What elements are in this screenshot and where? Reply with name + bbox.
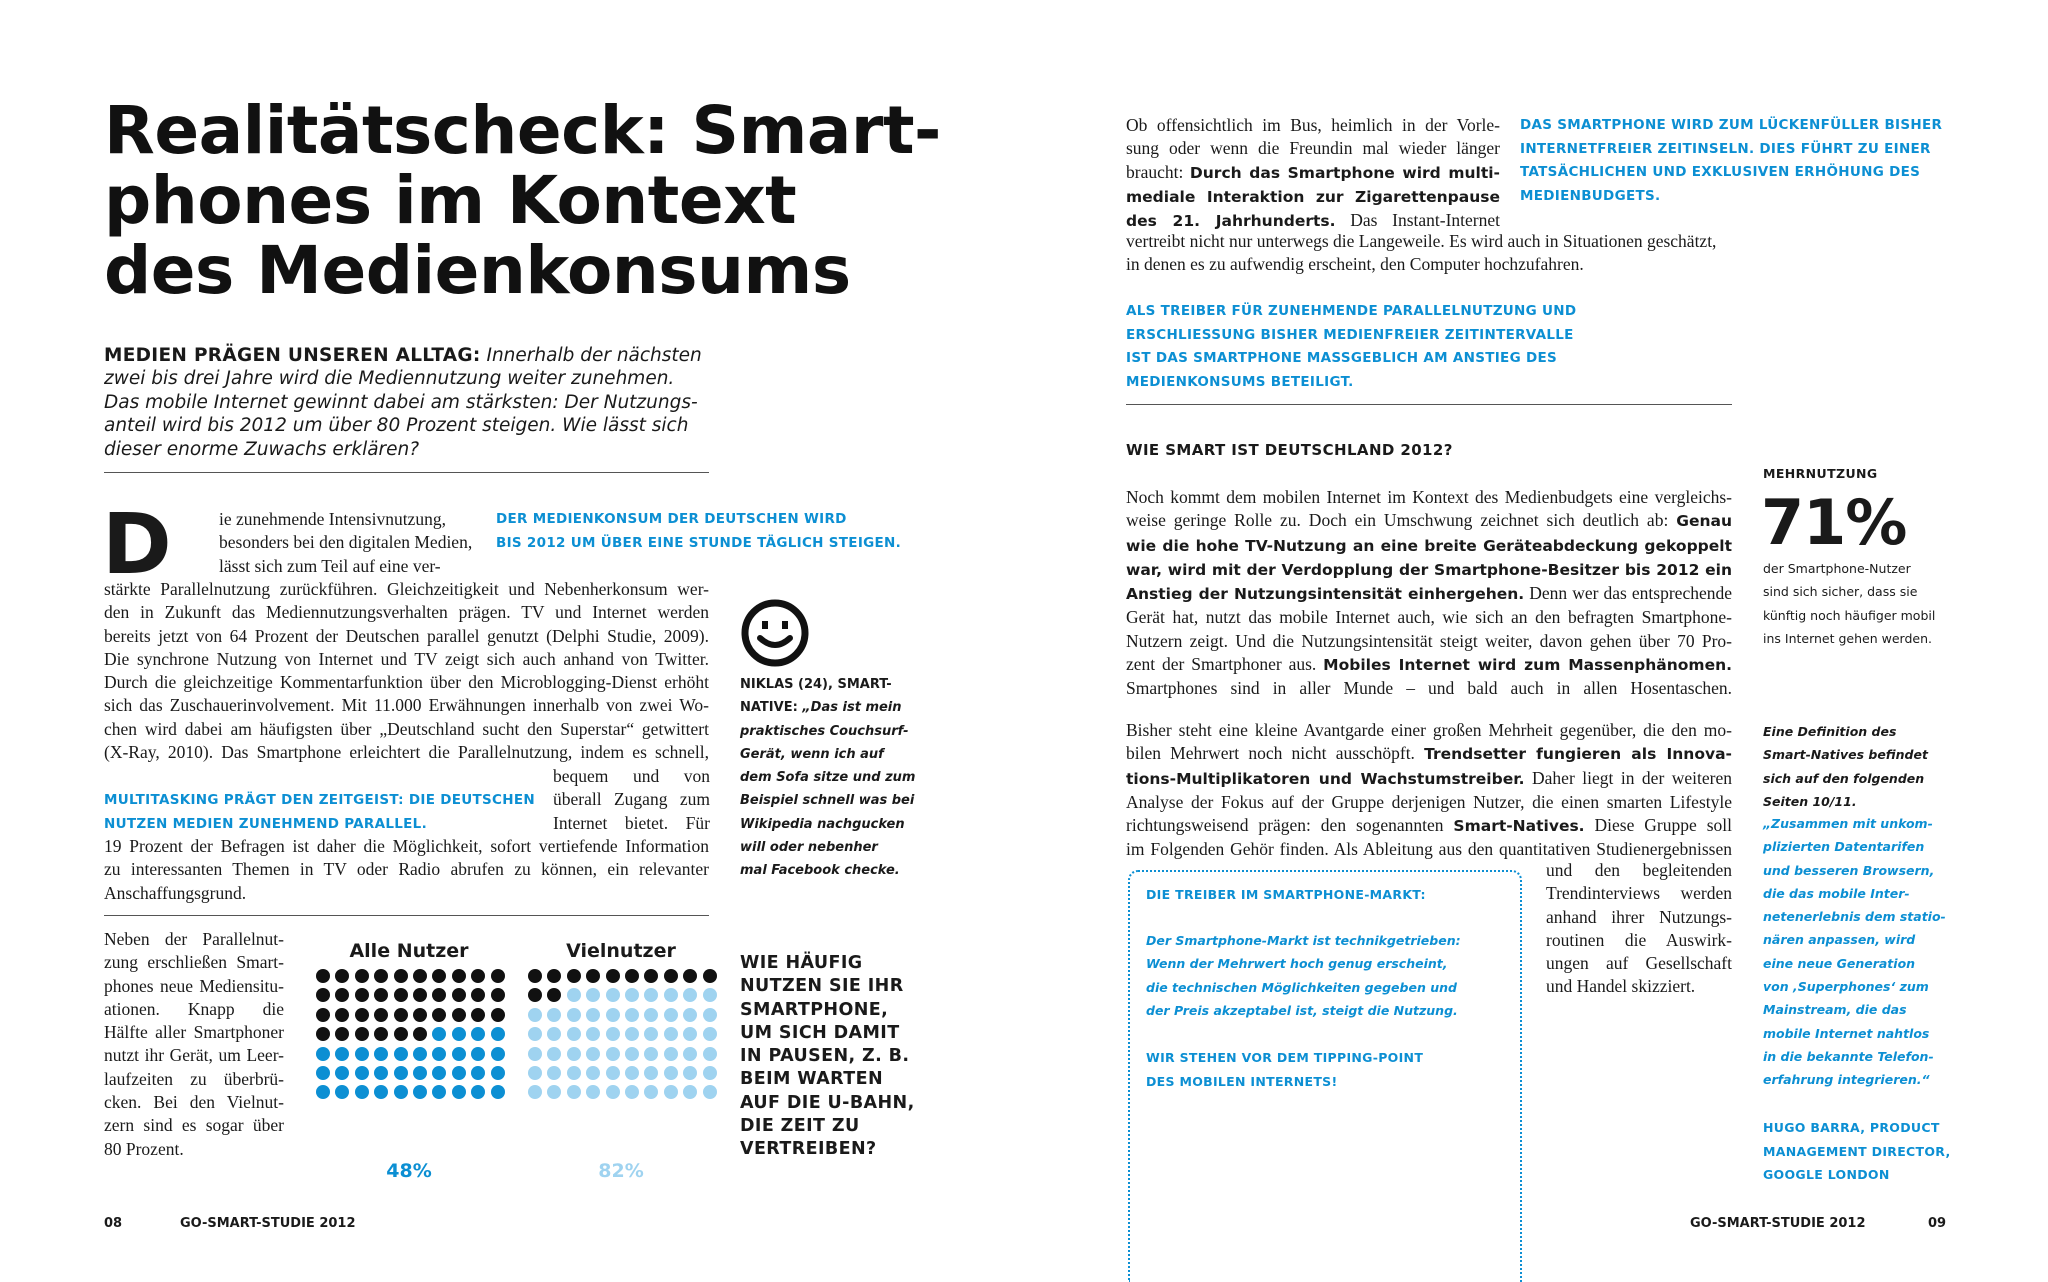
chart-title-vielnutzer: Vielnutzer bbox=[566, 940, 676, 962]
chart-dot bbox=[644, 1027, 658, 1041]
body-text: Ob offensichtlich im Bus, heimlich in der Vorle- sung oder wenn die Freundin mal wieder länger braucht: Durch das Smartphone wird multi- mediale Interaktion zur Zigarettenpause des 21. Jahrhunderts. Das Instant-Internet bbox=[1126, 115, 1500, 231]
chart-dot bbox=[625, 1066, 639, 1080]
chart-dot bbox=[471, 1047, 485, 1061]
chart-dot bbox=[567, 969, 581, 983]
chart-dot bbox=[471, 1008, 485, 1022]
chart-dot bbox=[683, 988, 697, 1002]
chart-dot bbox=[413, 969, 427, 983]
chart-dot bbox=[586, 1085, 600, 1099]
chart-dot bbox=[335, 1008, 349, 1022]
chart-dot bbox=[471, 1085, 485, 1099]
chart-title-alle-nutzer: Alle Nutzer bbox=[349, 940, 469, 962]
chart-dot bbox=[355, 988, 369, 1002]
footer-title: GO-SMART-STUDIE 2012 bbox=[180, 1216, 356, 1231]
chart-dot bbox=[625, 988, 639, 1002]
chart-dot bbox=[432, 1027, 446, 1041]
chart-dot bbox=[316, 988, 330, 1002]
chart-dot bbox=[644, 1008, 658, 1022]
stat-description: der Smartphone-Nutzer sind sich sicher, dass sie künftig noch häufiger mobil ins Internet gehen werden. bbox=[1763, 561, 1936, 646]
survey-question: WIE HÄUFIG NUTZEN SIE IHR SMARTPHONE, UM SICH DAMIT IN PAUSEN, Z. B. BEIM WARTEN AUF DIE U-BAHN, DIE ZEIT ZU VERTREIBEN? bbox=[740, 953, 915, 1160]
chart-dot bbox=[471, 988, 485, 1002]
paragraph-2-right: und den begleitenden Trendinterviews werden anhand ihrer Nutzungs- routinen die Auswirk- ungen auf Gesellschaft und Handel skizziert. bbox=[1546, 860, 1732, 997]
info-box-heading: DIE TREIBER IM SMARTPHONE-MARKT: bbox=[1146, 887, 1426, 902]
chart-dot bbox=[547, 1047, 561, 1061]
body-text: stärkte Parallelnutzung zurückführen. Gleichzeitigkeit und Nebenherkonsum wer- den in Zukunft das Mediennutzungsverhalten prägen. TV und Internet werden bereits jetzt von 64 Prozent der Deutschen parallel genutzt (Delphi Studie, 2009). Die synchrone Nutzung von Internet und TV zeigt sich auch anhand von Twitter. Durch die gleichzeitige Kommentarfunktion über den Microblogging-Dienst erhöht sich das Zuschauerinvolvement. Mit 11.000 Erwähnungen innerhalb von zwei Wo- chen wird dabei am häufigsten über „Deutschland sucht den Superstar“ getwittert (X-Ray, 2010). Das Smartphone erleichtert die Parallelnutzung, indem es schnell, bbox=[104, 579, 709, 763]
chart-dot bbox=[335, 969, 349, 983]
chart-dot bbox=[316, 1047, 330, 1061]
chart-dot bbox=[491, 988, 505, 1002]
chart-dot bbox=[683, 969, 697, 983]
chart-dot bbox=[355, 1047, 369, 1061]
expert-quote-author: HUGO BARRA, PRODUCT MANAGEMENT DIRECTOR, GOOGLE LONDON bbox=[1763, 1120, 1951, 1182]
chart-dot bbox=[606, 1066, 620, 1080]
chart-dot bbox=[452, 988, 466, 1002]
chart-dot bbox=[452, 1066, 466, 1080]
pull-quote: DER MEDIENKONSUM DER DEUTSCHEN WIRD BIS 2012 UM ÜBER EINE STUNDE TÄGLICH STEIGEN. bbox=[496, 511, 902, 551]
chart-dot bbox=[413, 1085, 427, 1099]
body-text-right: bequem und von überall Zugang zum Internet bietet. Für bbox=[553, 766, 710, 833]
chart-dot bbox=[491, 969, 505, 983]
chart-dot bbox=[374, 1085, 388, 1099]
chart-dot bbox=[586, 1027, 600, 1041]
chart-dot bbox=[394, 1047, 408, 1061]
info-box-text: Der Smartphone-Markt ist technikgetrieben: Wenn der Mehrwert hoch genug erscheint, die technischen Möglichkeiten gegeben und der Preis akzeptabel ist, steigt die Nutzung. bbox=[1146, 933, 1461, 1018]
chart-dot bbox=[471, 1066, 485, 1080]
info-box-callout: WIR STEHEN VOR DEM TIPPING-POINT DES MOBILEN INTERNETS! bbox=[1146, 1050, 1424, 1089]
chart-dot bbox=[664, 1008, 678, 1022]
chart-dot bbox=[625, 1085, 639, 1099]
stat-value: 71% bbox=[1761, 486, 1907, 559]
chart-dot bbox=[703, 1066, 717, 1080]
chart-dot bbox=[703, 1047, 717, 1061]
chart-dot bbox=[528, 969, 542, 983]
chart-dot bbox=[567, 1085, 581, 1099]
chart-dot bbox=[586, 1066, 600, 1080]
chart-dot bbox=[625, 1047, 639, 1061]
chart-dot bbox=[413, 1047, 427, 1061]
chart-dot bbox=[644, 1085, 658, 1099]
chart-dot bbox=[491, 1085, 505, 1099]
dot-chart-vielnutzer bbox=[528, 969, 717, 1105]
dot-chart-alle-nutzer bbox=[316, 969, 505, 1105]
chart-dot bbox=[413, 1008, 427, 1022]
pull-quote: MULTITASKING PRÄGT DEN ZEITGEIST: DIE DEUTSCHEN NUTZEN MEDIEN ZUNEHMEND PARALLEL. bbox=[104, 792, 535, 832]
divider bbox=[1126, 404, 1732, 405]
chart-dot bbox=[703, 1085, 717, 1099]
chart-dot bbox=[394, 1008, 408, 1022]
chart-dot bbox=[664, 1085, 678, 1099]
body-text-end: vertreibt nicht nur unterwegs die Langeweile. Es wird auch in Situationen geschätzt, in denen es zu aufwendig erscheint, den Computer hochzufahren. bbox=[1126, 231, 1717, 275]
body-text-end: 19 Prozent der Befragen ist daher die Möglichkeit, sofort vertiefende Information zu interessanten Themen in TV oder Radio abrufen zu können, ein relevanter Anschaffungsgrund. bbox=[104, 836, 709, 903]
chart-dot bbox=[394, 969, 408, 983]
chart-dot bbox=[452, 1027, 466, 1041]
chart-dot bbox=[683, 1085, 697, 1099]
chart-dot bbox=[394, 1027, 408, 1041]
chart-dot bbox=[316, 1008, 330, 1022]
chart-dot bbox=[432, 1085, 446, 1099]
chart-dot bbox=[606, 1027, 620, 1041]
chart-dot bbox=[528, 1085, 542, 1099]
expert-quote: „Zusammen mit unkom- plizierten Datentarifen und besseren Browsern, die das mobile Inter- netenerlebnis dem statio- nären anpassen, wird eine neue Generation von ‚Superphones‘ zum Mainstream, die das mobile Internet nahtlos in die bekannte Telefon- erfahrung integrieren.“ bbox=[1763, 816, 1946, 1088]
chart-dot bbox=[335, 1066, 349, 1080]
chart-dot bbox=[413, 988, 427, 1002]
chart-dot bbox=[432, 1066, 446, 1080]
chart-dot bbox=[664, 969, 678, 983]
chart-dot bbox=[567, 988, 581, 1002]
page-number: 08 bbox=[104, 1216, 123, 1231]
chart-dot bbox=[491, 1027, 505, 1041]
chart-dot bbox=[432, 969, 446, 983]
chart-dot bbox=[586, 969, 600, 983]
chart-dot bbox=[374, 969, 388, 983]
chart-dot bbox=[316, 1027, 330, 1041]
chart-dot bbox=[703, 969, 717, 983]
chart-dot bbox=[316, 1085, 330, 1099]
chart-dot bbox=[644, 1047, 658, 1061]
chart-dot bbox=[644, 988, 658, 1002]
chart-dot bbox=[316, 1066, 330, 1080]
chart-dot bbox=[547, 969, 561, 983]
chart-dot bbox=[355, 1066, 369, 1080]
chart-dot bbox=[491, 1066, 505, 1080]
chart-value-vielnutzer: 82% bbox=[598, 1160, 644, 1182]
page-number: 09 bbox=[1928, 1216, 1947, 1231]
chart-dot bbox=[335, 1047, 349, 1061]
pull-quote: DAS SMARTPHONE WIRD ZUM LÜCKENFÜLLER BISHER INTERNETFREIER ZEITINSELN. DIES FÜHRT ZU EINER TATSÄCHLICHEN UND EXKLUSIVEN ERHÖHUNG DES MEDIENBUDGETS. bbox=[1520, 117, 1943, 204]
chart-dot bbox=[664, 988, 678, 1002]
chart-dot bbox=[606, 969, 620, 983]
chart-dot bbox=[491, 1047, 505, 1061]
chart-dot bbox=[452, 1085, 466, 1099]
user-quote: NIKLAS (24), SMART- NATIVE: „Das ist mein praktisches Couchsurf- Gerät, wenn ich auf dem Sofa sitze und zum Beispiel schnell was bei Wikipedia nachgucken will oder nebenher mal Facebook checke. bbox=[740, 677, 916, 879]
chart-dot bbox=[528, 1027, 542, 1041]
chart-dot bbox=[394, 1066, 408, 1080]
divider bbox=[104, 915, 709, 916]
chart-dot bbox=[625, 1008, 639, 1022]
chart-dot bbox=[432, 988, 446, 1002]
chart-dot bbox=[664, 1027, 678, 1041]
chart-dot bbox=[547, 1066, 561, 1080]
chart-dot bbox=[547, 1085, 561, 1099]
chart-dot bbox=[374, 988, 388, 1002]
chart-dot bbox=[528, 1047, 542, 1061]
chart-value-alle-nutzer: 48% bbox=[386, 1160, 432, 1182]
chart-dot bbox=[413, 1066, 427, 1080]
chart-dot bbox=[703, 1027, 717, 1041]
chart-dot bbox=[683, 1066, 697, 1080]
chart-dot bbox=[664, 1066, 678, 1080]
chart-dot bbox=[452, 969, 466, 983]
chart-dot bbox=[374, 1066, 388, 1080]
chart-dot bbox=[528, 1008, 542, 1022]
chart-dot bbox=[664, 1047, 678, 1061]
chart-dot bbox=[355, 969, 369, 983]
chart-dot bbox=[683, 1008, 697, 1022]
chart-dot bbox=[606, 988, 620, 1002]
chart-dot bbox=[374, 1047, 388, 1061]
chart-dot bbox=[567, 1027, 581, 1041]
chart-dot bbox=[355, 1085, 369, 1099]
chart-dot bbox=[586, 988, 600, 1002]
chart-dot bbox=[355, 1008, 369, 1022]
chart-dot bbox=[567, 1008, 581, 1022]
chart-dot bbox=[528, 1066, 542, 1080]
definition-note: Eine Definition des Smart-Natives befindet sich auf den folgenden Seiten 10/11. bbox=[1763, 724, 1928, 809]
chart-dot bbox=[374, 1027, 388, 1041]
chart-dot bbox=[432, 1047, 446, 1061]
intro-text: MEDIEN PRÄGEN UNSEREN ALLTAG: Innerhalb der nächsten zwei bis drei Jahre wird die Mediennutzung weiter zunehmen. Das mobile Internet gewinnt dabei am stärksten: Der Nutzungs- anteil wird bis 2012 um über 80 Prozent steigen. Wie lässt sich dieser enorme Zuwachs erklären? bbox=[104, 345, 702, 460]
pull-quote: ALS TREIBER FÜR ZUNEHMENDE PARALLELNUTZUNG UND ERSCHLIESSUNG BISHER MEDIENFREIER ZEITINTERVALLE IST DAS SMARTPHONE MASSGEBLICH AM ANSTIEG DES MEDIENKONSUMS BETEILIGT. bbox=[1126, 303, 1577, 390]
chart-dot bbox=[567, 1066, 581, 1080]
chart-dot bbox=[335, 1027, 349, 1041]
chart-dot bbox=[586, 1008, 600, 1022]
page-title: Realitätscheck: Smart- phones im Kontext des Medienkonsums bbox=[104, 92, 941, 309]
chart-dot bbox=[355, 1027, 369, 1041]
chart-dot bbox=[335, 988, 349, 1002]
chart-dot bbox=[606, 1085, 620, 1099]
chart-dot bbox=[606, 1047, 620, 1061]
chart-dot bbox=[703, 1008, 717, 1022]
chart-dot bbox=[567, 1047, 581, 1061]
side-text: Neben der Parallelnut- zung erschließen Smart- phones neue Mediensitu- ationen. Knapp die Hälfte aller Smartphoner nutzt ihr Gerät, um Leer- laufzeiten zu überbrü- cken. Bei den Vielnut- zern sind es sogar über 80 Prozent. bbox=[104, 929, 284, 1159]
chart-dot bbox=[703, 988, 717, 1002]
drop-cap: D bbox=[102, 495, 172, 593]
footer-title: GO-SMART-STUDIE 2012 bbox=[1690, 1216, 1866, 1231]
chart-dot bbox=[606, 1008, 620, 1022]
chart-dot bbox=[471, 969, 485, 983]
chart-dot bbox=[547, 1008, 561, 1022]
divider bbox=[104, 472, 709, 473]
chart-dot bbox=[644, 1066, 658, 1080]
chart-dot bbox=[432, 1008, 446, 1022]
chart-dot bbox=[316, 969, 330, 983]
chart-dot bbox=[452, 1047, 466, 1061]
chart-dot bbox=[625, 969, 639, 983]
paragraph-2: Bisher steht eine kleine Avantgarde einer großen Mehrheit gegenüber, die den mo- bilen Mehrwert noch nicht ausschöpft. Trendsetter fungieren als Innova- tions-Multiplikatoren und Wachstumstreiber. Daher liegt in der weiteren Analyse der Fokus auf der Gruppe derjenigen Nutzer, die einen smarten Lifestyle richtungsweisend prägen: den sogenannten Smart-Natives. Diese Gruppe soll im Folgenden Gehör finden. Als Ableitung aus den quantitativen Studienergebnissen bbox=[1126, 720, 1732, 860]
section-heading: WIE SMART IST DEUTSCHLAND 2012? bbox=[1126, 441, 1453, 459]
body-text-intro: ie zunehmende Intensivnutzung, besonders bei den digitalen Medien, lässt sich zum Teil auf eine ver- bbox=[219, 509, 473, 576]
chart-dot bbox=[374, 1008, 388, 1022]
chart-dot bbox=[586, 1047, 600, 1061]
stat-label: MEHRNUTZUNG bbox=[1763, 466, 1878, 481]
chart-dot bbox=[625, 1027, 639, 1041]
chart-dot bbox=[491, 1008, 505, 1022]
chart-dot bbox=[452, 1008, 466, 1022]
chart-dot bbox=[683, 1027, 697, 1041]
chart-dot bbox=[547, 988, 561, 1002]
section-body: Noch kommt dem mobilen Internet im Kontext des Medienbudgets eine vergleichs- weise geringe Rolle zu. Doch ein Umschwung zeichnet sich deutlich ab: Genau wie die hohe TV-Nutzung an eine breite Geräteabdeckung gekoppelt war, wird mit der Verdopplung der Smartphone-Besitzer bis 2012 ein Anstieg der Nutzungsintensität einhergehen. Denn wer das entsprechende Gerät hat, nutzt das mobile Internet auch, wie sich an den befragten Smartphone- Nutzern zeigt. Und die Nutzungsintensität steigt weiter, davon gehen über 70 Pro- zent der Smartphoner aus. Mobiles Internet wird zum Massenphänomen. Smartphones sind in aller Munde – und bald auch in allen Hosentaschen. bbox=[1126, 487, 1733, 699]
chart-dot bbox=[394, 1085, 408, 1099]
chart-dot bbox=[413, 1027, 427, 1041]
smiley-icon bbox=[740, 598, 810, 668]
chart-dot bbox=[547, 1027, 561, 1041]
chart-dot bbox=[683, 1047, 697, 1061]
chart-dot bbox=[644, 969, 658, 983]
chart-dot bbox=[471, 1027, 485, 1041]
chart-dot bbox=[335, 1085, 349, 1099]
chart-dot bbox=[394, 988, 408, 1002]
chart-dot bbox=[528, 988, 542, 1002]
